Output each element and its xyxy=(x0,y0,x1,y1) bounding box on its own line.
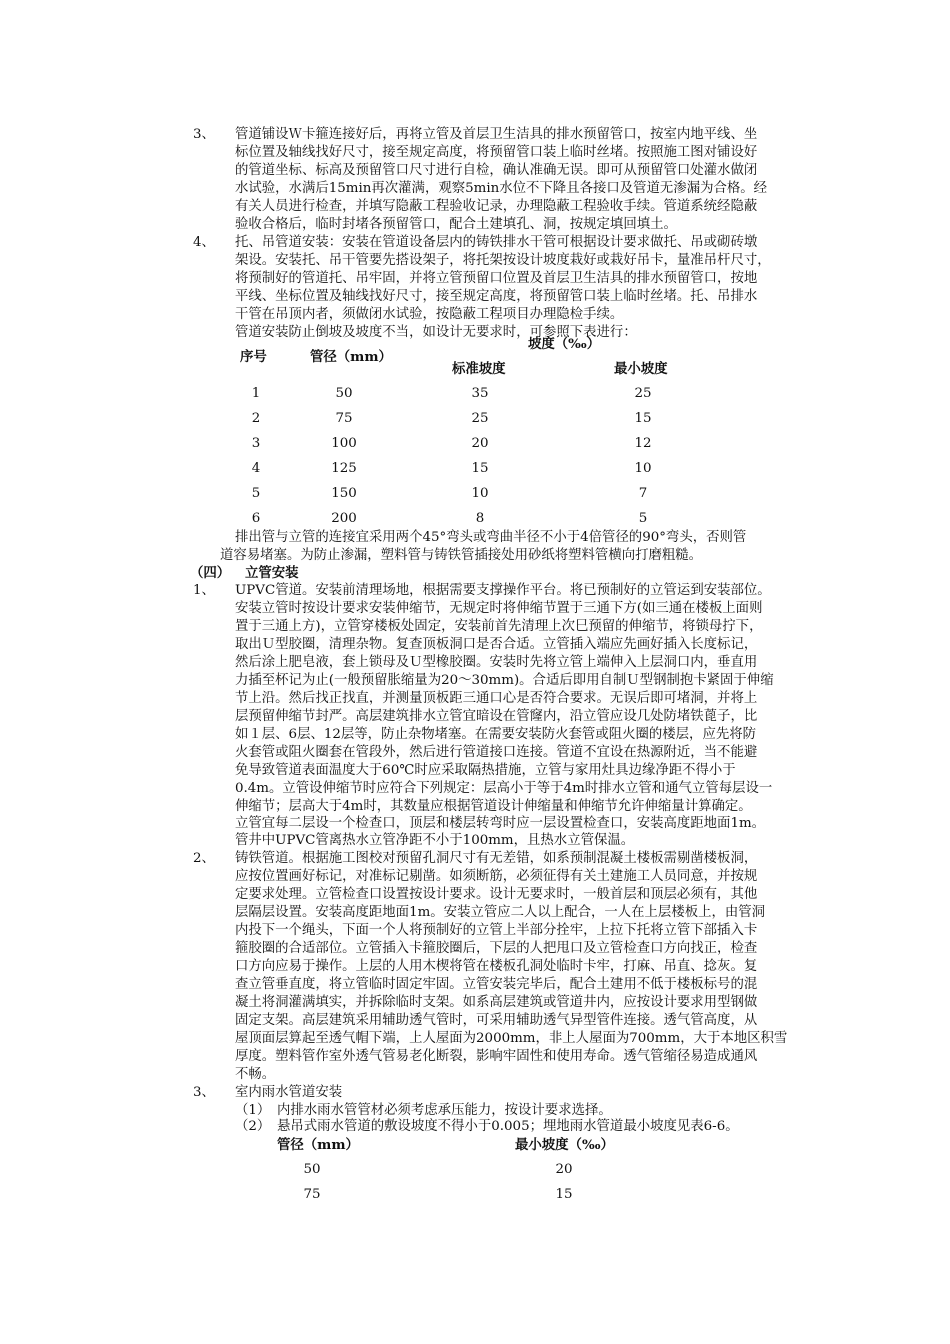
table-cell: 12 xyxy=(634,436,652,451)
text-line: 道容易堵塞。为防止渗漏，塑料管与铸铁管插接处用砂纸将塑料管横向打磨粗糙。 xyxy=(220,548,703,563)
text-line: 托、吊管道安装：安装在管道设备层内的铸铁排水干管可根据设计要求做托、吊或砌砖墩 xyxy=(235,235,758,250)
text-line: 内排水雨水管管材必须考虑承压能力，按设计要求选择。 xyxy=(277,1103,612,1118)
table-cell: 25 xyxy=(471,411,489,426)
text-line: 验收合格后，临时封堵各预留管口，配合土建填孔、洞，按规定填回填土。 xyxy=(235,217,677,232)
text-line: 固定支架。高层建筑采用辅助透气管时，可采用辅助透气异型管件连接。透气管高度，从 xyxy=(235,1013,758,1028)
list-number: 3、 xyxy=(193,1085,215,1100)
text-line: 免导致管道表面温度大于60℃时应采取隔热措施，立管与家用灶具边缘净距不得小于 xyxy=(235,763,736,778)
text-line: 内投下一个绳头，下面一个人将预制好的立管上半部分拴牢，上拉下托将立管下部插入卡 xyxy=(235,923,758,938)
text-line: 安装立管时按设计要求安装伸缩节，无规定时将伸缩节置于三通下方(如三通在楼板上面则 xyxy=(235,601,763,616)
table-cell: 15 xyxy=(634,411,652,426)
text-line: 如１层、6层、12层等，防止杂物堵塞。在需要安装防火套管或阻火圈的楼层，应先将防 xyxy=(235,727,757,742)
subsection-title: 室内雨水管道安装 xyxy=(235,1085,343,1100)
table-cell: 3 xyxy=(251,436,261,451)
text-line: 排出管与立管的连接宜采用两个45°弯头或弯曲半径不小于4倍管径的90°弯头，否则管 xyxy=(235,530,747,545)
list-number: 2、 xyxy=(193,851,215,866)
text-line: 置于三通上方)，立管穿楼板处固定，安装前首先清理上次巳预留的伸缩节，将锁母拧下， xyxy=(235,619,763,634)
table-cell: 150 xyxy=(331,486,357,501)
list-number: 4、 xyxy=(193,235,215,250)
text-line: 定要求处理。立管检查口设置按设计要求。设计无要求时，一般首层和顶层必须有，其他 xyxy=(235,887,758,902)
text-line: 水试验，水满后15min再次灌满，观察5min水位不下降且各接口及管道无渗漏为合格。经 xyxy=(235,181,768,196)
text-line: 然后涂上肥皂液，套上锁母及Ｕ型橡胶圈。安装时先将立管上端伸入上层洞口内，垂直用 xyxy=(235,655,758,670)
text-line: 查立管垂直度，将立管临时固定牢固。立管安装完毕后，配合土建用不低于楼板标号的混 xyxy=(235,977,758,992)
text-line: 层预留伸缩节封严。高层建筑排水立管宜暗设在管窿内，沿立管应设几处防堵铁蓖子，比 xyxy=(235,709,758,724)
text-line: 不畅。 xyxy=(235,1067,276,1082)
list-number: 1、 xyxy=(193,583,215,598)
sub-number: （2） xyxy=(235,1119,271,1134)
text-line: UPVC管道。安装前清理场地，根据需要支撑操作平台。将已预制好的立管运到安装部位。 xyxy=(235,583,771,598)
text-line: 力插至杯记为止(一般预留胀缩量为20～30mm)。合适后即用自制Ｕ型钢制抱卡紧固于伸缩 xyxy=(235,673,774,688)
table-cell: 4 xyxy=(251,461,261,476)
sub-number: （1） xyxy=(235,1103,271,1118)
text-line: 火套管或阻火圈套在管段外，然后进行管道接口连接。管道不宜设在热源附近，当不能避 xyxy=(235,745,758,760)
text-line: 铸铁管道。根据施工图校对预留孔洞尺寸有无差错，如系预制混凝土楼板需剔凿楼板洞， xyxy=(235,851,758,866)
table-cell: 75 xyxy=(335,411,353,426)
table-cell: 10 xyxy=(634,461,652,476)
table-cell: 50 xyxy=(335,386,353,401)
text-line: 有关人员进行检查，并填写隐蔽工程验收记录，办理隐蔽工程验收手续。管道系统经隐蔽 xyxy=(235,199,758,214)
table-cell: 125 xyxy=(331,461,357,476)
text-line: 伸缩节；层高大于4m时，其数量应根据管道设计伸缩量和伸缩节允许伸缩量计算确定。 xyxy=(235,799,752,814)
text-line: 管道安装防止倒坡及坡度不当，如设计无要求时，可参照下表进行： xyxy=(235,325,637,340)
table-cell: 15 xyxy=(555,1187,573,1202)
table-cell: 20 xyxy=(555,1162,573,1177)
table-cell: 8 xyxy=(475,511,485,526)
text-line: 干管在吊顶内者，须做闭水试验，按隐蔽工程项目办理隐检手续。 xyxy=(235,307,624,322)
table-cell: 7 xyxy=(638,486,648,501)
table-cell: 15 xyxy=(471,461,489,476)
table-header-standard-slope: 标准坡度 xyxy=(452,361,506,377)
list-number: 3、 xyxy=(193,127,215,142)
text-line: 口方向应易于操作。上层的人用木楔将管在楼板孔洞处临时卡牢，打麻、吊直、捻灰。复 xyxy=(235,959,758,974)
table-cell: 200 xyxy=(331,511,357,526)
text-line: 节上沿。然后找正找直，并测量顶板距三通口心是否符合要求。无误后即可堵洞，并将上 xyxy=(235,691,758,706)
table-cell: 50 xyxy=(303,1162,321,1177)
text-line: 厚度。塑料管作室外透气管易老化断裂，影响牢固性和使用寿命。透气管缩径易造成通风 xyxy=(235,1049,758,1064)
text-line: 应按位置画好标记，对准标记剔凿。如须断筋，必须征得有关土建施工人员同意，并按规 xyxy=(235,869,758,884)
table-header-min-slope: 最小坡度（‰） xyxy=(515,1137,614,1153)
table-cell: 35 xyxy=(471,386,489,401)
text-line: 管道铺设Ｗ卡箍连接好后，再将立管及首层卫生洁具的排水预留管口，按室内地平线、坐 xyxy=(235,127,758,142)
text-line: 平线、坐标位置及轴线找好尺寸，接至规定高度，将预留管口装上临时丝堵。托、吊排水 xyxy=(235,289,758,304)
table-cell: 6 xyxy=(251,511,261,526)
text-line: 将预制好的管道托、吊牢固，并将立管预留口位置及首层卫生洁具的排水预留管口，按地 xyxy=(235,271,758,286)
section-title: 立管安装 xyxy=(245,565,299,581)
table-cell: 5 xyxy=(251,486,261,501)
table-cell: 5 xyxy=(638,511,648,526)
table-cell: 20 xyxy=(471,436,489,451)
table-cell: 100 xyxy=(331,436,357,451)
table-header-seq: 序号 xyxy=(240,349,267,365)
text-line: 箍胶圈的合适部位。立管插入卡箍胶圈后，下层的人把甩口及立管检查口方向找正，检查 xyxy=(235,941,758,956)
text-line: 取出Ｕ型胶圈，清理杂物。复查顶板洞口是否合适。立管插入端应先画好插入长度标记， xyxy=(235,637,758,652)
table-header-min-slope: 最小坡度 xyxy=(614,361,668,377)
table-cell: 2 xyxy=(251,411,261,426)
text-line: 架设。安装托、吊干管要先搭设架子，将托架按设计坡度栽好或栽好吊卡，量准吊杆尺寸， xyxy=(235,253,771,268)
table-cell: 75 xyxy=(303,1187,321,1202)
table-cell: 1 xyxy=(251,386,261,401)
text-line: 0.4m。立管设伸缩节时应符合下列规定：层高小于等于4m时排水立管和通气立管每层设一 xyxy=(235,781,773,796)
text-line: 屋顶面层算起至透气帽下端，上人屋面为2000mm，非上人屋面为700mm，大于本地区积雪 xyxy=(235,1031,788,1046)
text-line: 的管道坐标、标高及预留管口尺寸进行自检，确认准确无误。即可从预留管口处灌水做闭 xyxy=(235,163,758,178)
table-header-diameter: 管径（mm） xyxy=(310,349,392,365)
table-cell: 10 xyxy=(471,486,489,501)
text-line: 悬吊式雨水管道的敷设坡度不得小于0.005；埋地雨水管道最小坡度见表6-6。 xyxy=(277,1119,739,1134)
text-line: 标位置及轴线找好尺寸，接至规定高度，将预留管口装上临时丝堵。按照施工图对铺设好 xyxy=(235,145,758,160)
text-line: 凝土将洞灌满填实，并拆除临时支架。如系高层建筑或管道井内，应按设计要求用型钢做 xyxy=(235,995,758,1010)
section-number: （四） xyxy=(190,565,231,581)
table-cell: 25 xyxy=(634,386,652,401)
table-header-slope: 坡度（‰） xyxy=(528,336,601,352)
text-line: 管井中UPVC管离热水立管净距不小于100mm，且热水立管保温。 xyxy=(235,833,635,848)
text-line: 立管宜每二层设一个检查口，顶层和楼层转弯时应一层设置检查口，安装高度距地面1m。 xyxy=(235,816,766,831)
text-line: 层隔层设置。安装高度距地面1m。安装立管应二人以上配合，一人在上层楼板上，由管洞 xyxy=(235,905,766,920)
table-header-diameter: 管径（mm） xyxy=(277,1137,359,1153)
